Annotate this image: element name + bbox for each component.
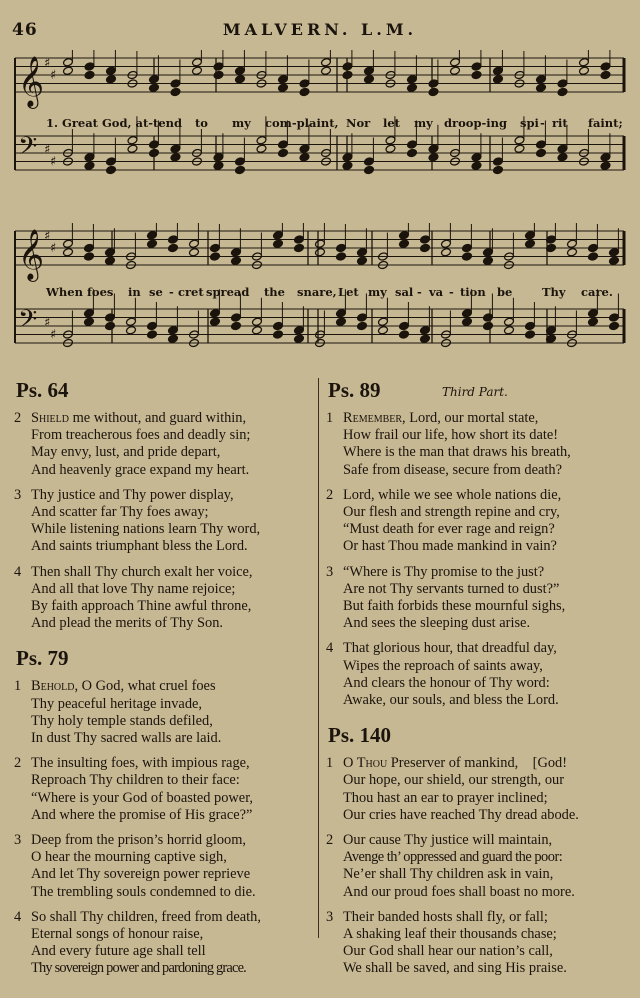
verse-line: Lord, while we see whole nations die, [343, 486, 562, 503]
svg-text:𝄢: 𝄢 [18, 305, 38, 340]
lyric: droop-ing [444, 116, 508, 130]
verse-line: And plead the merits of Thy Son. [31, 615, 223, 632]
psalm-140 [324, 723, 630, 977]
verse-line: And every future age shall tell [31, 943, 206, 960]
stanza-number: 1 [326, 410, 334, 426]
lyric: When foes [46, 285, 114, 299]
verse-line: “Where is Thy promise to the just? [343, 563, 545, 580]
lyric: rit [552, 116, 568, 130]
psalm-title: Ps. 140 [328, 723, 391, 748]
verse-line: And scatter far Thy foes away; [31, 504, 209, 521]
verse-line: O Thou Preserver of mankind, [God! [343, 755, 568, 772]
verse-line: A shaking leaf their thousands chase; [343, 926, 557, 943]
stanza [324, 755, 630, 824]
svg-text:♯: ♯ [44, 315, 51, 331]
verse-line: Thy peaceful heritage invade, [31, 695, 203, 712]
stanza-number: 4 [14, 563, 22, 580]
verse-line: Wipes the reproach of saints away, [343, 657, 543, 674]
lyric: - [540, 116, 545, 130]
psalm-64 [12, 378, 314, 632]
tune-title: MALVERN. L.M. [222, 20, 418, 39]
verse-line: And saints triumphant bless the Lord. [31, 538, 248, 555]
verse-line: Thy justice and Thy power display, [31, 486, 234, 503]
svg-text:♯: ♯ [44, 229, 51, 245]
lyric: spread [206, 285, 250, 299]
stanza-number: 2 [326, 486, 334, 503]
stanza-number: 2 [14, 755, 22, 772]
psalm-note: Third Part. [442, 385, 508, 399]
stanza [12, 564, 314, 633]
svg-text:♯: ♯ [44, 56, 51, 72]
stanza [324, 909, 630, 978]
svg-text:𝄞: 𝄞 [18, 229, 45, 280]
verse-line: Our cause Thy justice will maintain, [343, 832, 553, 849]
verse-line: And all that love Thy name rejoice; [31, 580, 236, 597]
verse-line: And let Thy sovereign power reprieve [31, 866, 251, 883]
verse-line: That glorious hour, that dreadful day, [343, 640, 557, 657]
verse-line: Ne’er shall Thy children ask in vain, [343, 866, 554, 883]
verse-line: How frail our life, how short its date! [343, 427, 559, 444]
stanza-number: 4 [326, 640, 334, 657]
page-number: 46 [12, 20, 38, 40]
lyric: care. [581, 285, 613, 299]
stanza [324, 640, 630, 709]
verse-line: Or hast Thou made mankind in vain? [343, 538, 557, 555]
lyric: spi [520, 116, 539, 130]
lyric: cret [178, 285, 204, 299]
lyric: faint; [588, 116, 623, 130]
music-system-2 [12, 223, 626, 363]
lyric: tion [460, 285, 486, 299]
verse-line: Shield me without, and guard within, [31, 410, 247, 426]
verse-line: Reproach Thy children to their face: [31, 772, 240, 789]
lyric: 1. Great God, at-tend [46, 116, 183, 130]
stanza [324, 832, 630, 901]
stanza [324, 564, 630, 633]
verse-line: Where is the man that draws his breath, [343, 444, 571, 461]
verse-line: Thy holy temple stands defiled, [31, 712, 213, 729]
verse-line: By faith approach Thine awful throne, [31, 598, 252, 615]
lyric: my [368, 285, 387, 299]
psalm-title: Ps. 79 [16, 646, 69, 671]
verse-line: Avenge th’ oppressed and guard the poor: [343, 849, 563, 866]
lyric: be [497, 285, 513, 299]
stanza [12, 909, 314, 978]
verse-line: Awake, our souls, and bless the Lord. [343, 692, 559, 709]
lyric: Let [338, 285, 359, 299]
lyric: sal [395, 285, 414, 299]
verse-line: “Must death for ever rage and reign? [343, 521, 555, 538]
stanza [324, 487, 630, 556]
psalm-title: Ps. 89 [328, 378, 381, 402]
stanza [324, 410, 630, 479]
verse-line: And clears the honour of Thy word: [343, 674, 550, 691]
stanza-number: 1 [326, 755, 334, 772]
verse-line: May envy, lust, and pride depart, [31, 444, 221, 461]
lyric: - [449, 285, 454, 299]
verse-line: “Where is your God of boasted power, [31, 789, 254, 806]
verse-line: Their banded hosts shall fly, or fall; [343, 908, 548, 925]
svg-text:♯: ♯ [50, 327, 57, 343]
verse-line: Our flesh and strength repine and cry, [343, 504, 560, 521]
verse-line: While listening nations learn Thy word, [31, 521, 261, 538]
lyric: my [232, 116, 251, 130]
svg-text:♯: ♯ [44, 142, 51, 158]
verse-line: Remember, Lord, our mortal state, [343, 410, 539, 426]
verse-line: The trembling souls condemned to die. [31, 883, 256, 900]
right-column [324, 378, 630, 986]
verse-line: Then shall Thy church exalt her voice, [31, 563, 253, 580]
stanza [12, 755, 314, 824]
verse-line: And where the promise of His grace?” [31, 806, 253, 823]
verse-line: In dust Thy sacred walls are laid. [31, 730, 222, 747]
verse-line: Deep from the prison’s horrid gloom, [31, 832, 247, 849]
lyric: let [383, 116, 400, 130]
stanza-number: 3 [326, 563, 334, 580]
verse-line: From treacherous foes and deadly sin; [31, 427, 251, 444]
lyric: to [195, 116, 208, 130]
verse-line: But faith forbids these mournful sighs, [343, 598, 566, 615]
left-column [12, 378, 314, 986]
svg-text:𝄞: 𝄞 [18, 56, 45, 107]
stanza-number: 3 [14, 832, 22, 849]
stanza-number: 3 [14, 486, 22, 503]
verse-line: Behold, O God, what cruel foes [31, 678, 216, 695]
stanza-number: 3 [326, 908, 334, 925]
stanza [12, 487, 314, 556]
verse-line: Safe from disease, secure from death? [343, 461, 562, 478]
lyric: va [429, 285, 444, 299]
verse-line: The insulting foes, with impious rage, [31, 755, 250, 772]
lyric: Nor [346, 116, 371, 130]
psalm-title: Ps. 64 [16, 378, 69, 402]
stanza-number: 4 [14, 908, 22, 925]
stanza-number: 2 [14, 410, 22, 426]
verse-line: O hear the mourning captive sigh, [31, 849, 227, 866]
stanza [12, 410, 314, 479]
stanza [12, 832, 314, 901]
lyric: snare, [297, 285, 337, 299]
lyric: in [128, 285, 141, 299]
verse-line: Our God shall hear our nation’s call, [343, 943, 553, 960]
lyric: se [149, 285, 163, 299]
stanza-number: 1 [14, 678, 22, 695]
verse-line: And our proud foes shall boast no more. [343, 883, 575, 900]
verse-line: Thy sovereign power and pardoning grace. [31, 960, 246, 977]
svg-text:𝄢: 𝄢 [18, 132, 38, 167]
lyric: Thy [542, 285, 566, 299]
verse-line: And sees the sleeping dust arise. [343, 615, 531, 632]
verse-line: So shall Thy children, freed from death, [31, 908, 261, 925]
music-system-1 [12, 50, 626, 190]
stanza-number: 2 [326, 832, 334, 849]
svg-text:♯: ♯ [50, 68, 57, 83]
svg-text:♯: ♯ [50, 154, 57, 170]
verse-line: And heavenly grace expand my heart. [31, 461, 250, 478]
psalm-89 [324, 378, 630, 709]
lyric: com-plaint, [265, 116, 339, 130]
lyric: - [169, 285, 174, 299]
verse-line: We shall be saved, and sing His praise. [343, 960, 567, 977]
stanza [12, 678, 314, 747]
svg-text:♯: ♯ [50, 241, 57, 256]
verse-line: Eternal songs of honour raise, [31, 926, 204, 943]
lyric: - [417, 285, 422, 299]
column-divider [318, 378, 319, 938]
verse-line: Our hope, our shield, our strength, our [343, 772, 565, 789]
lyric: my [414, 116, 433, 130]
verse-line: Our cries have reached Thy dread abode. [343, 806, 579, 823]
lyric: the [264, 285, 285, 299]
verse-line: Thou hast an ear to prayer inclined; [343, 789, 548, 806]
psalm-79 [12, 646, 314, 977]
verse-line: Are not Thy servants turned to dust?” [343, 580, 560, 597]
